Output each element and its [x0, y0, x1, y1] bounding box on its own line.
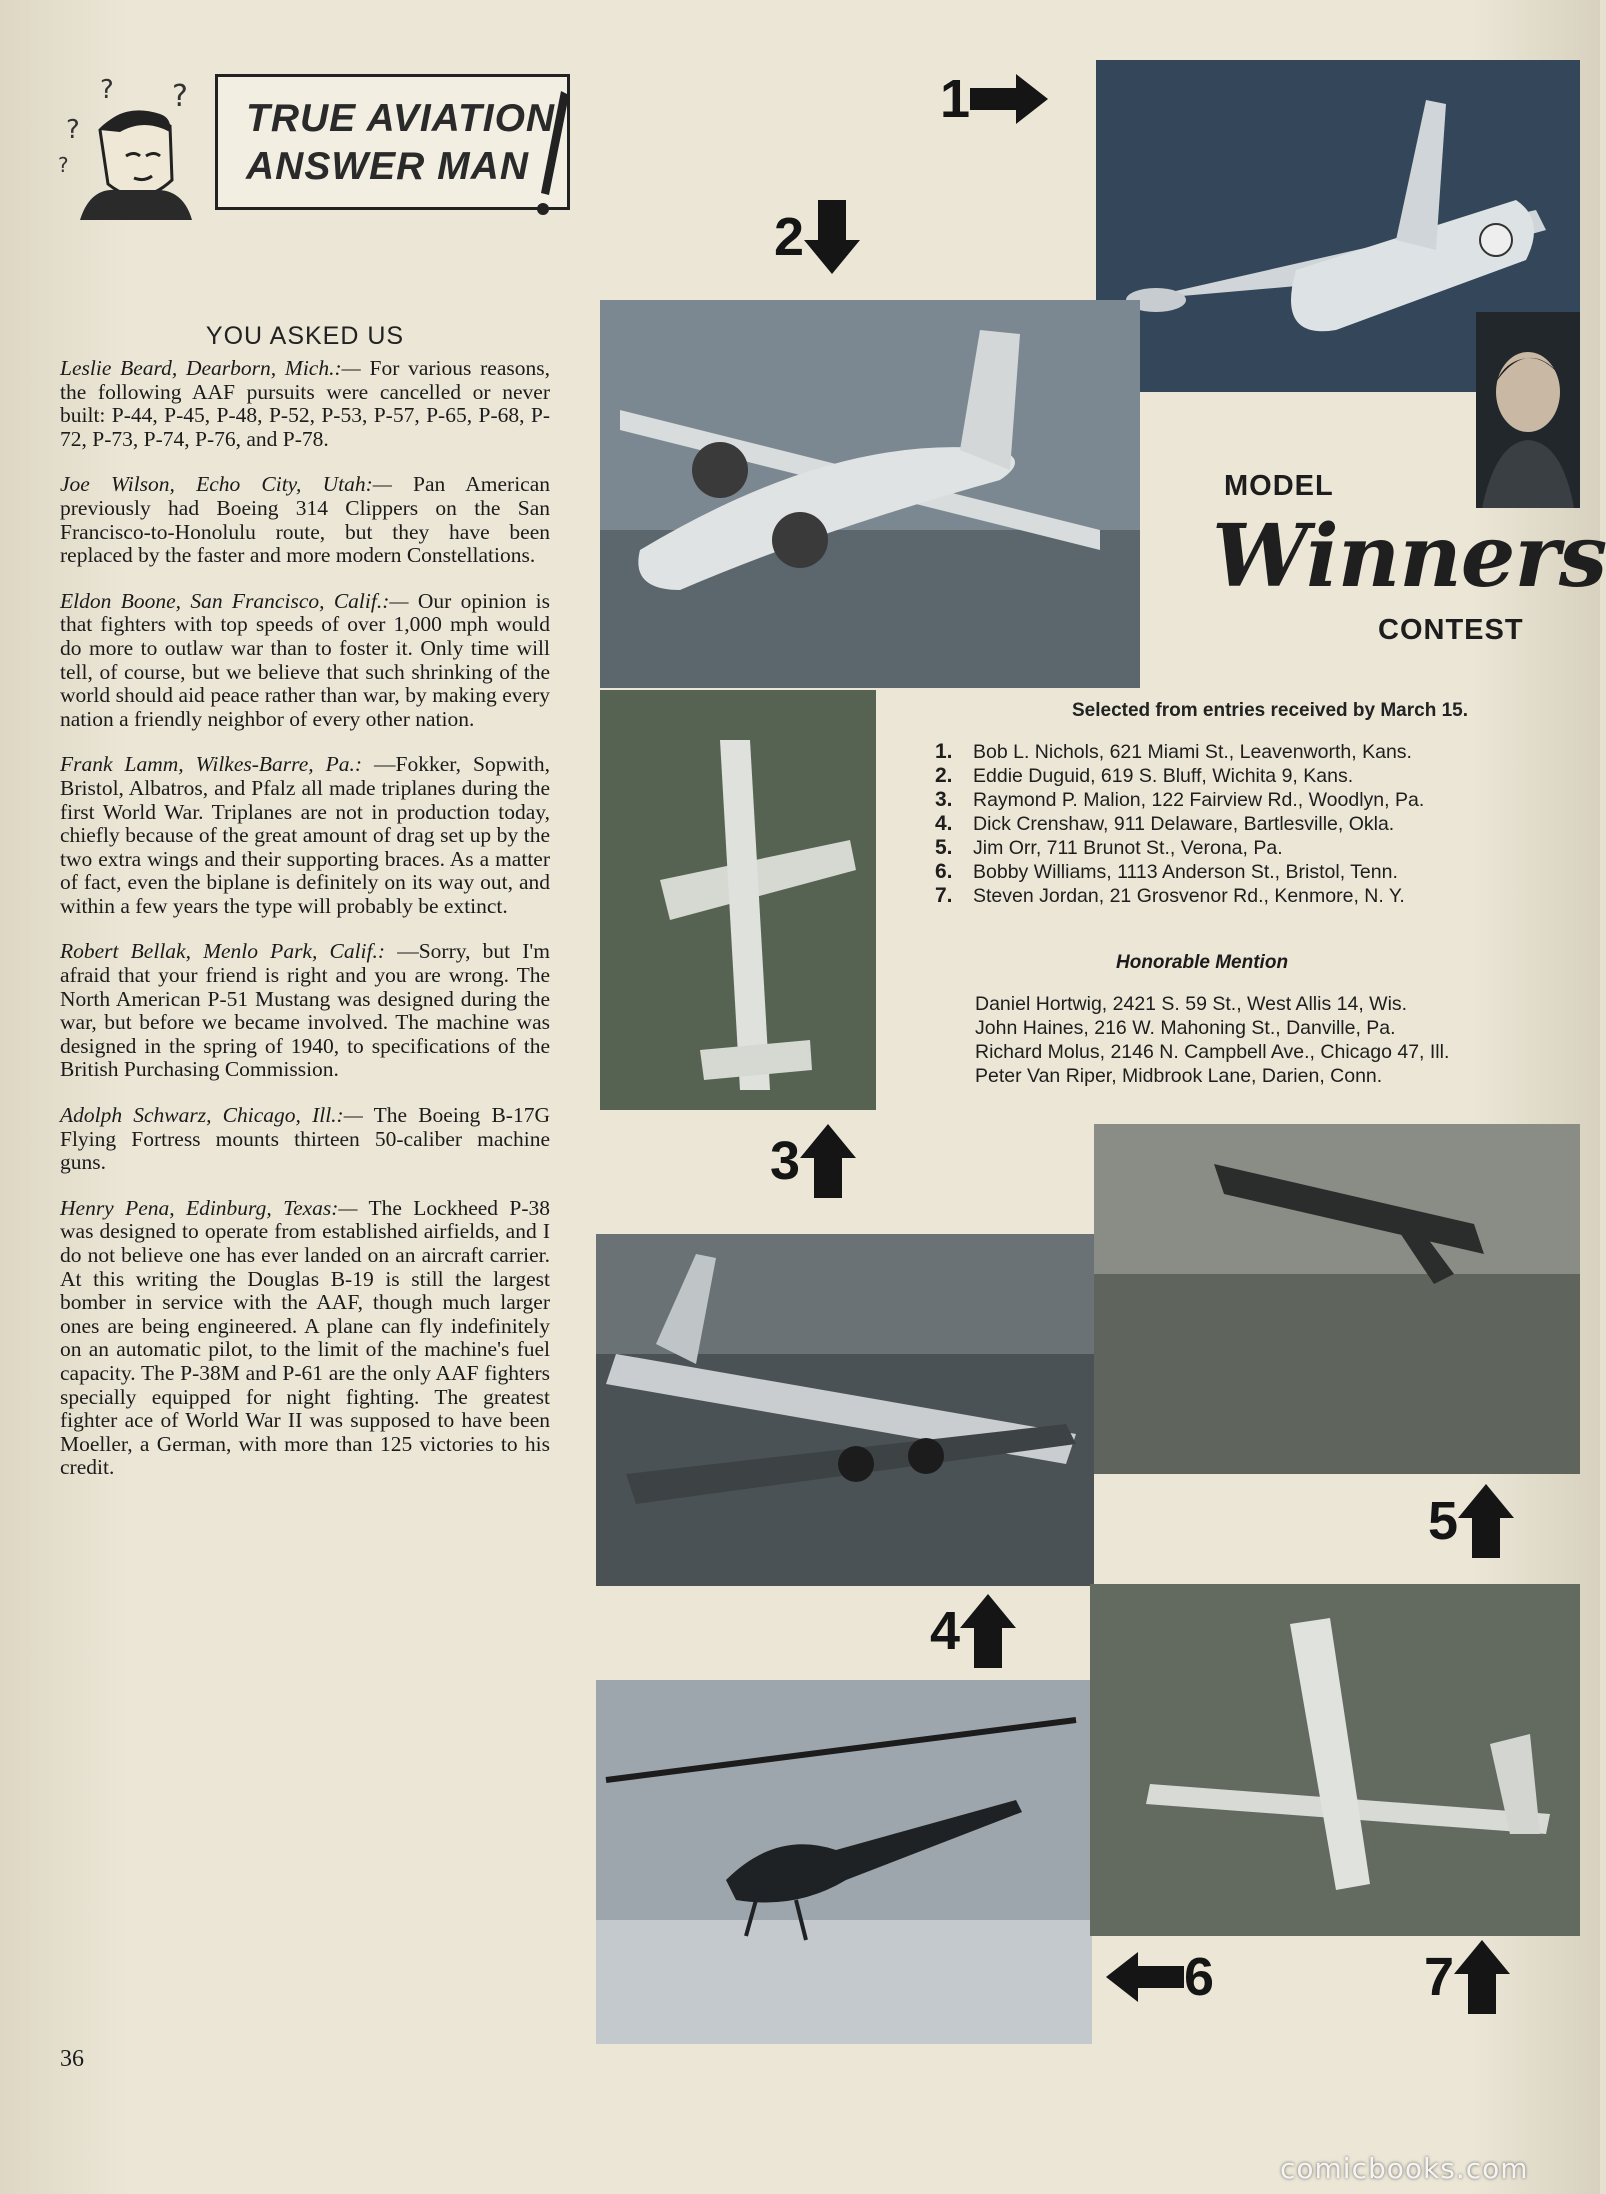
honorable-mention-title: Honorable Mention — [1116, 952, 1289, 973]
winner-name: Steven Jordan, 21 Grosvenor Rd., Kenmore, N. Y. — [973, 885, 1405, 907]
qa-asker: Adolph Schwarz, Chicago, Ill.:— — [60, 1103, 363, 1128]
title-line-1: TRUE AVIATION — [246, 97, 556, 140]
winner-entry — [935, 764, 1555, 788]
contest-model-label: MODEL — [1224, 470, 1334, 502]
qa-answer: Our opinion is that fighters with top speeds of over 1,000 mph would do more to outlaw war than to foster it. Only time will tell, of course, but we believe that such shrinking of the world should aid peace rather than war, by making every nation a friendly neighbor of every other nation. — [60, 588, 551, 731]
thinking-man-cartoon-icon — [60, 60, 210, 220]
photo-6-helicopter-model — [596, 1680, 1092, 2044]
qa-item — [60, 357, 550, 451]
winner-name: Eddie Duguid, 619 S. Bluff, Wichita 9, Kans. — [973, 765, 1354, 787]
winner-rank: 3. — [935, 788, 953, 811]
arrow-up-icon — [960, 1594, 1016, 1668]
b29-bomber-icon — [596, 1234, 1094, 1586]
qa-item — [60, 1104, 550, 1175]
winner-entry — [935, 812, 1555, 836]
winner-name: Raymond P. Malion, 122 Fairview Rd., Woodlyn, Pa. — [973, 789, 1425, 811]
svg-text:?: ? — [58, 153, 69, 177]
boy-portrait-icon — [1476, 312, 1580, 508]
photo-4-b29-model — [596, 1234, 1094, 1586]
winner-entry — [935, 860, 1555, 884]
photo-2-bomber-model — [600, 300, 1140, 688]
winner-rank: 2. — [935, 764, 953, 787]
qa-list — [60, 357, 550, 1480]
winner-name: Jim Orr, 711 Brunot St., Verona, Pa. — [973, 837, 1283, 859]
site-watermark: comicbooks.com — [1280, 2152, 1529, 2185]
photo-3-fighter-model — [600, 690, 876, 1110]
qa-asker: Leslie Beard, Dearborn, Mich.:— — [60, 356, 361, 380]
label-number: 2 — [774, 207, 805, 267]
qa-item — [60, 1197, 550, 1480]
honorable-entry: Daniel Hortwig, 2421 S. 59 St., West Allis 14, Wis. — [975, 993, 1408, 1015]
winner-rank: 4. — [935, 812, 953, 835]
winner-rank: 5. — [935, 836, 953, 859]
trees-plane-icon — [1094, 1124, 1580, 1474]
winner-rank: 7. — [935, 884, 953, 907]
winner-portrait-photo — [1476, 312, 1580, 508]
honorable-entry: John Haines, 216 W. Mahoning St., Danville, Pa. — [975, 1017, 1396, 1039]
title-box — [215, 74, 570, 210]
qa-asker: Robert Bellak, Menlo Park, Calif.: — [60, 939, 386, 964]
arrow-up-icon — [1454, 1940, 1510, 2014]
qa-item — [60, 753, 550, 918]
photo-7-glider-model — [1090, 1584, 1580, 1936]
exclamation-slash-icon — [531, 87, 571, 217]
honorable-entry: Peter Van Riper, Midbrook Lane, Darien, Conn. — [975, 1065, 1383, 1087]
winner-entry — [935, 740, 1555, 764]
photo-label-5 — [1428, 1484, 1514, 1558]
arrow-left-icon — [1104, 1952, 1184, 2002]
qa-answer: Pan American previously had Boeing 314 Clippers on the San Francisco-to-Honolulu route, but they have been replaced by the faster and more modern Constellations. — [60, 472, 551, 568]
photo-5-model-in-tree — [1094, 1124, 1580, 1474]
qa-asker: Henry Pena, Edinburg, Texas:— — [60, 1195, 358, 1220]
winner-entry — [935, 836, 1555, 860]
arrow-up-icon — [1458, 1484, 1514, 1558]
contest-winners-title: Winners — [1212, 506, 1606, 607]
fighter-plane-icon — [600, 690, 876, 1110]
glider-plane-icon — [1090, 1584, 1580, 1936]
arrow-up-icon — [800, 1124, 856, 1198]
qa-answer: —Sorry, but I'm afraid that your friend is right and you are wrong. The North American P-51 Mustang was designed during the war, but before we became involved. The machine was designed in the spring of 1940, to specifications of the British Purchasing Commission. — [60, 939, 550, 1082]
photo-label-2 — [774, 200, 860, 274]
qa-asker: Frank Lamm, Wilkes-Barre, Pa.: — [60, 752, 363, 777]
winners-list — [935, 740, 1555, 908]
photo-label-4 — [930, 1594, 1016, 1668]
qa-answer: For various reasons, the following AAF pursuits were cancelled or never built: P-44, P-45, P-48, P-52, P-53, P-57, P-65, P-68, P-72, P-73, P-74, P-76, and P-78. — [60, 356, 550, 451]
qa-answer: The Boeing B-17G Flying Fortress mounts thirteen 50-caliber machine guns. — [60, 1103, 550, 1175]
svg-text:?: ? — [100, 75, 114, 105]
svg-text:?: ? — [172, 79, 188, 114]
photo-label-6 — [1104, 1946, 1214, 2008]
svg-text:?: ? — [66, 115, 80, 145]
selected-note: Selected from entries received by March 15. — [1071, 700, 1468, 721]
winner-entry — [935, 788, 1555, 812]
qa-asker: Joe Wilson, Echo City, Utah:— — [60, 472, 392, 497]
label-number: 6 — [1184, 1947, 1215, 2007]
contest-label: CONTEST — [1378, 614, 1524, 646]
qa-item — [60, 590, 550, 732]
page-number: 36 — [60, 2046, 84, 2072]
label-number: 3 — [770, 1131, 801, 1191]
winner-name: Bobby Williams, 1113 Anderson St., Bristol, Tenn. — [973, 861, 1398, 883]
qa-answer: The Lockheed P-38 was designed to operate from established airfields, and I do not believe one has ever landed on an aircraft carrier. At this writing the Douglas B-19 is still the largest bomber in service with the AAF, though much larger ones are being engineered. A plane can fly indefinitely on an automatic pilot, to the limit of the machine's fuel capacity. The P-38M and P-61 are the only AAF fighters specially equipped for night fighting. The greatest fighter ace of World War II was supposed to have been Moeller, a German, with more than 125 victories to his credit. — [60, 1195, 550, 1480]
helicopter-icon — [596, 1680, 1092, 2044]
qa-item — [60, 473, 550, 567]
winner-entry — [935, 884, 1555, 908]
qa-asker: Eldon Boone, San Francisco, Calif.:— — [60, 588, 409, 613]
label-number: 5 — [1428, 1491, 1459, 1551]
winner-name: Dick Crenshaw, 911 Delaware, Bartlesville, Okla. — [973, 813, 1395, 835]
honorable-entry: Richard Molus, 2146 N. Campbell Ave., Chicago 47, Ill. — [975, 1041, 1450, 1063]
column-header — [58, 60, 556, 230]
photo-label-1 — [940, 68, 1050, 130]
title-line-2: ANSWER MAN — [246, 145, 529, 188]
honorable-mention-list — [975, 992, 1449, 1088]
label-number: 7 — [1424, 1947, 1455, 2007]
label-number: 1 — [940, 69, 971, 129]
qa-item — [60, 940, 550, 1082]
winner-rank: 1. — [935, 740, 953, 763]
qa-answer: —Fokker, Sopwith, Bristol, Albatros, and Pfalz all made triplanes during the first World War. Triplanes are not in production today, chiefly because of the great amount of drag set up by the two extra wings and their supporting braces. As a matter of fact, even the biplane is definitely on its way out, and within a few years the type will probably be extinct. — [60, 752, 551, 918]
section-title: YOU ASKED US — [205, 322, 405, 350]
label-number: 4 — [930, 1601, 961, 1661]
bomber-plane-icon — [600, 300, 1140, 688]
photo-label-7 — [1424, 1940, 1510, 2014]
answer-man-column — [58, 60, 556, 1502]
arrow-right-icon — [970, 74, 1050, 124]
winner-name: Bob L. Nichols, 621 Miami St., Leavenworth, Kans. — [973, 741, 1412, 763]
arrow-down-icon — [804, 200, 860, 274]
winner-rank: 6. — [935, 860, 953, 883]
photo-label-3 — [770, 1124, 856, 1198]
